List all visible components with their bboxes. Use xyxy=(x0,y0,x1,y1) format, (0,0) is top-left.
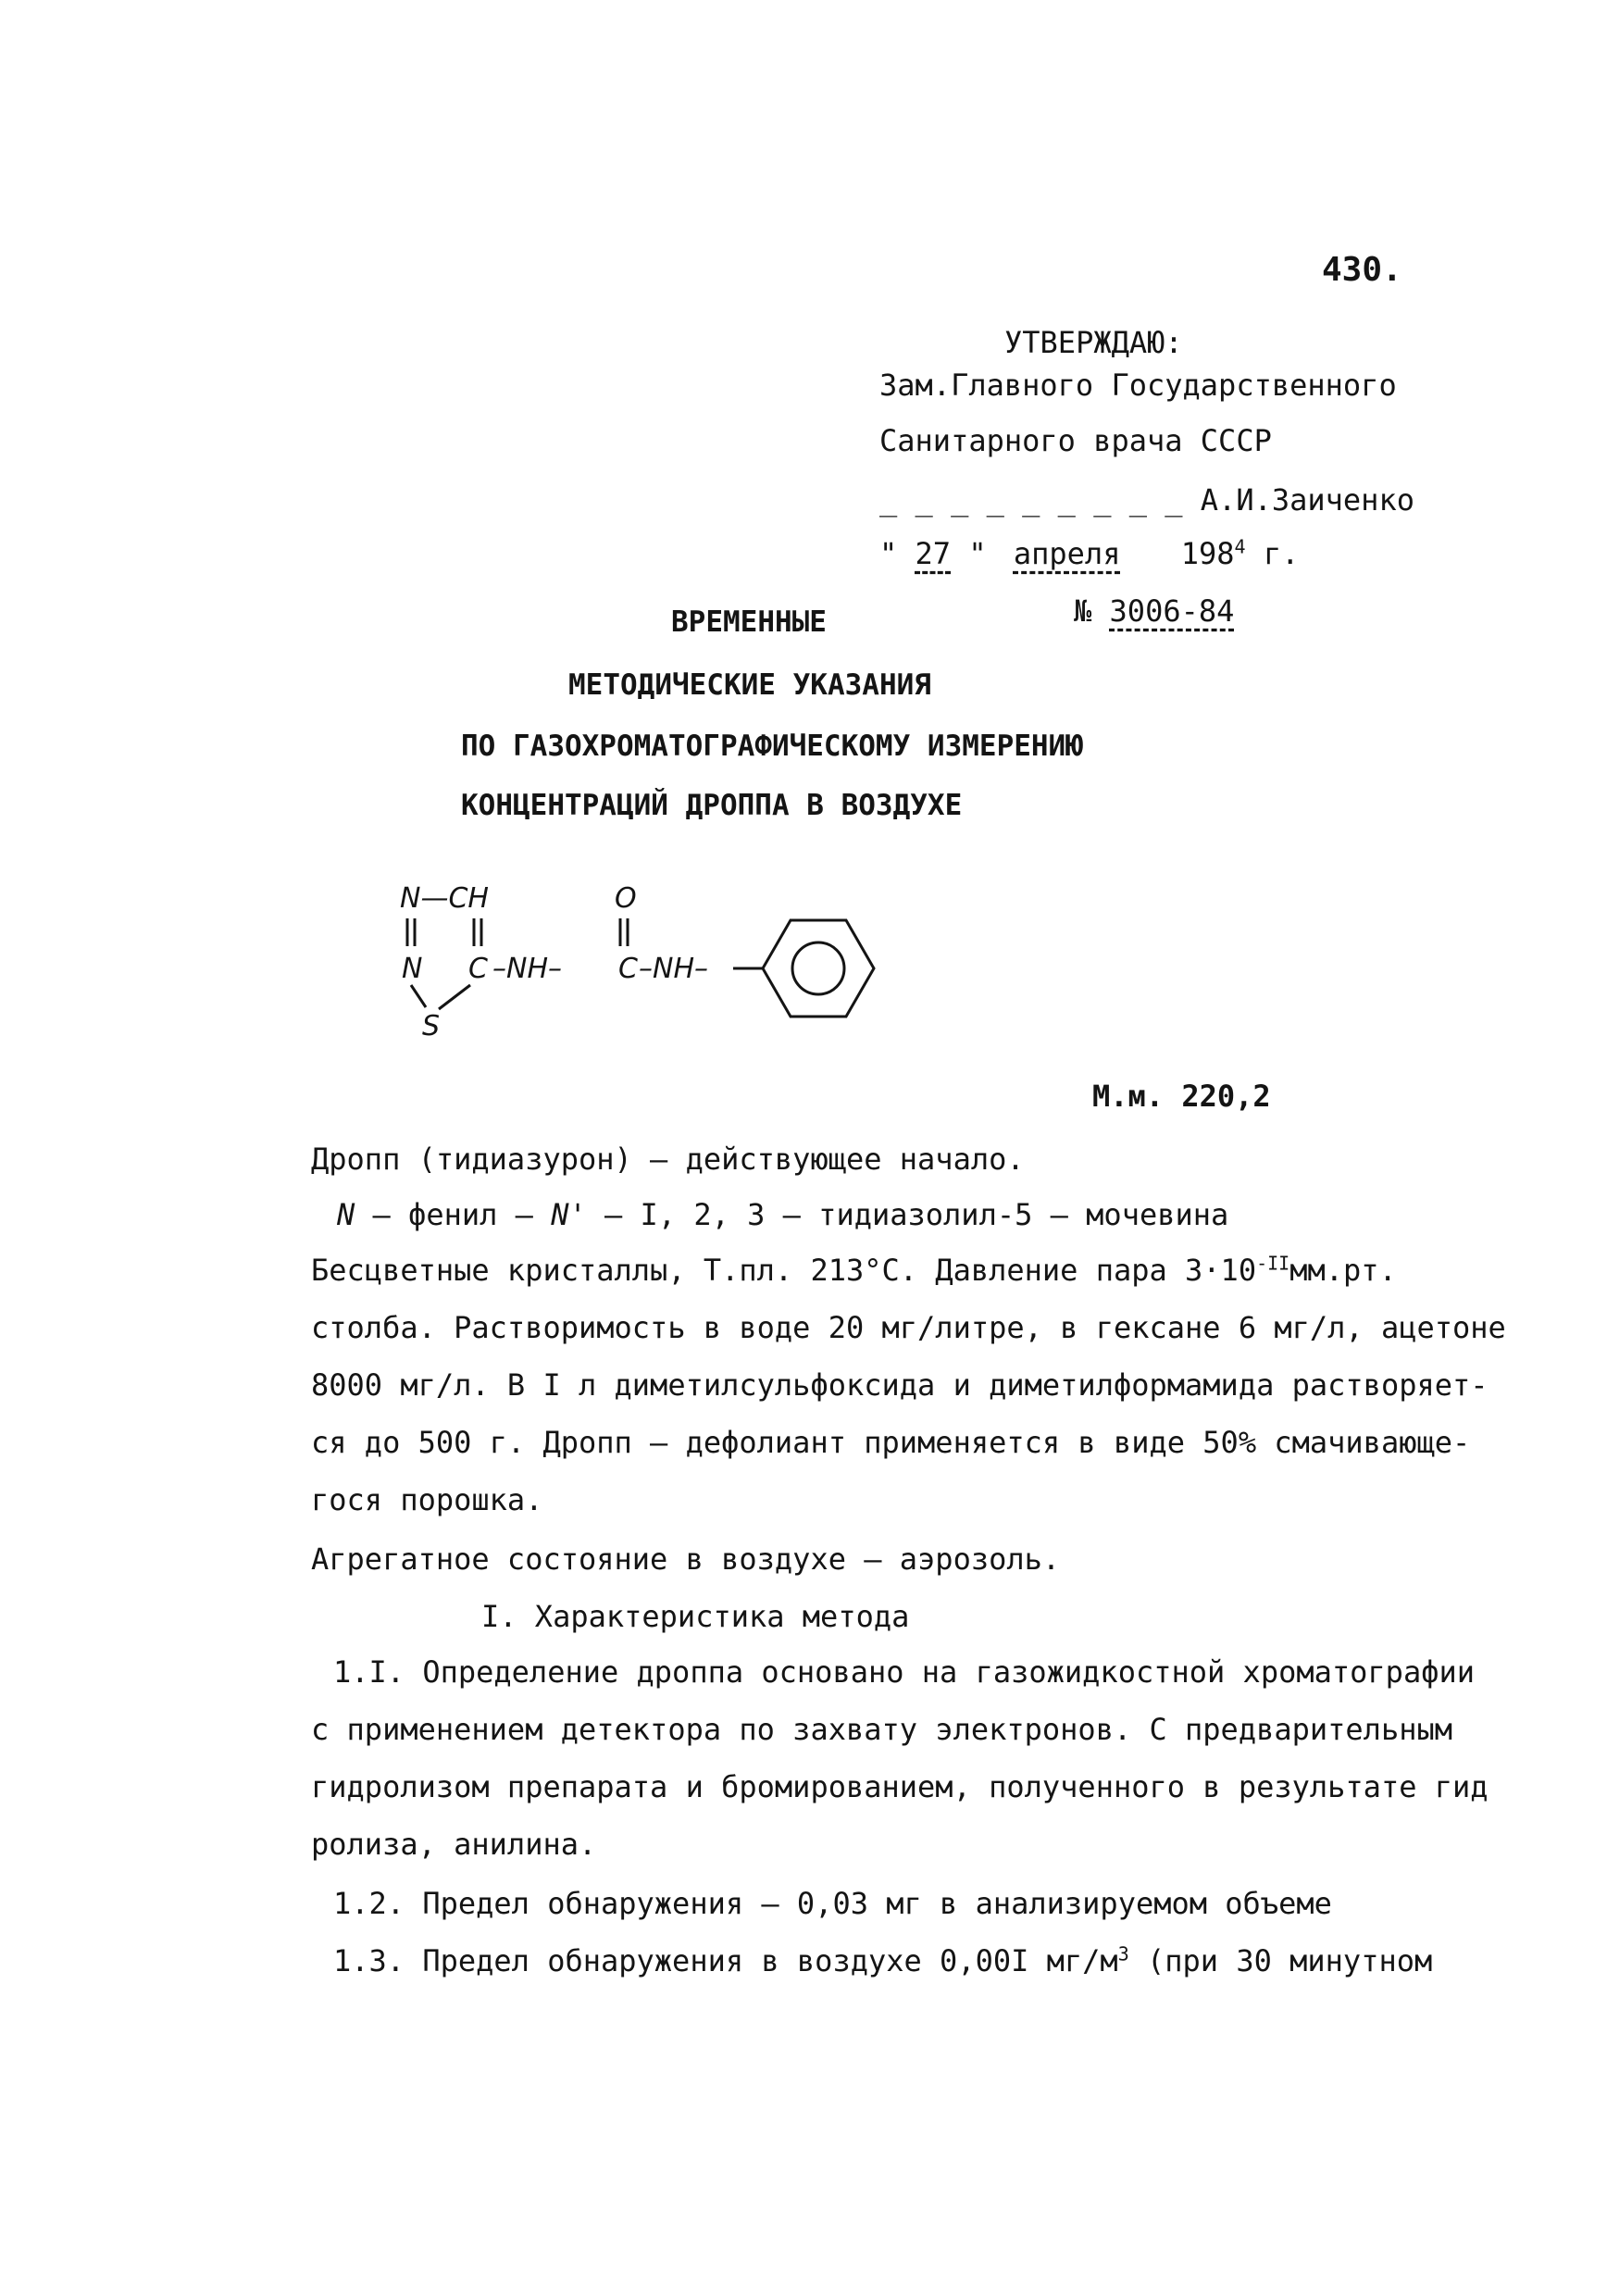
document-number: 3006-84 xyxy=(1109,593,1235,629)
description-line3 xyxy=(311,1252,1397,1289)
title-line1: ВРЕМЕННЫЕ xyxy=(671,605,827,639)
formula-c1: C xyxy=(468,953,488,985)
n-symbol: N xyxy=(337,1197,355,1232)
formula-s: S xyxy=(422,1010,441,1042)
section1-item1-line3: гидролизом препарата и бромированием, полученного в результате гид xyxy=(311,1769,1489,1804)
section1-item3-sup: 3 xyxy=(1117,1942,1129,1965)
molecular-mass: М.м. 220,2 xyxy=(1092,1079,1271,1114)
approval-number xyxy=(1074,593,1234,630)
formula-c2: C xyxy=(618,953,638,985)
approval-date xyxy=(879,535,1299,572)
section1-heading: I. Характеристика метода xyxy=(481,1599,910,1634)
description-line7: гося порошка. xyxy=(311,1482,543,1517)
section1-item2: 1.2. Предел обнаружения – 0,03 мг в анализируемом объеме xyxy=(333,1886,1332,1921)
description-line4: столба. Растворимость в воде 20 мг/литре, в гексане 6 мг/л, ацетоне xyxy=(311,1310,1506,1345)
formula-top-o: O xyxy=(615,882,637,915)
description-line8: Агрегатное состояние в воздухе – аэрозоль. xyxy=(311,1541,1061,1577)
structural-formula xyxy=(389,870,907,1055)
formula-top-left: N—CH xyxy=(400,882,489,915)
date-quote-open: " xyxy=(879,536,898,571)
date-day: 27 xyxy=(915,536,952,571)
approval-position-line2: Санитарного врача СССР xyxy=(879,423,1272,458)
date-quote-close: " xyxy=(968,536,987,571)
approval-position-line1: Зам.Главного Государственного xyxy=(879,368,1397,403)
n-prime-symbol: N' xyxy=(551,1197,587,1232)
title-line4: КОНЦЕНТРАЦИЙ ДРОППА В ВОЗДУХЕ xyxy=(461,789,963,822)
section1-item3-a: 1.3. Предел обнаружения в воздухе 0,00I мг/м xyxy=(333,1943,1118,1978)
bond-n-s xyxy=(411,985,426,1007)
formula-nh1: –NH– xyxy=(492,953,562,985)
signature-name: А.И.Заиченко xyxy=(1200,482,1414,518)
date-year-prefix: 198 xyxy=(1180,536,1235,571)
description-line2 xyxy=(337,1196,1228,1233)
number-sign: № xyxy=(1074,593,1092,629)
page-number: 430. xyxy=(1322,251,1402,289)
benzene-ring xyxy=(763,920,874,1017)
approval-heading: УТВЕРЖДАЮ: xyxy=(1004,325,1183,360)
formula-ring-n: N xyxy=(402,953,423,985)
description-line2-b: – фенил – xyxy=(372,1197,533,1232)
section1-item1-line1: 1.I. Определение дроппа основано на газожидкостной хроматографии xyxy=(333,1654,1475,1690)
approval-signature-line xyxy=(879,481,1414,518)
description-line2-d: – I, 2, 3 – тидиазолил-5 – мочевина xyxy=(604,1197,1229,1232)
formula-nh2: –NH– xyxy=(639,953,708,985)
date-month: апреля xyxy=(1013,536,1121,571)
section1-item1-line4: ролиза, анилина. xyxy=(311,1827,597,1862)
benzene-circle xyxy=(792,942,844,994)
bond-c-s xyxy=(439,985,470,1009)
section1-item3-b: (при 30 минутном xyxy=(1128,1943,1433,1978)
description-line3-a: Бесцветные кристаллы, Т.пл. 213°С. Давление пара 3·10 xyxy=(311,1253,1257,1288)
description-line3-sup: -II xyxy=(1256,1252,1290,1275)
description-line5: 8000 мг/л. В I л диметилсульфоксида и диметилформамида растворяет- xyxy=(311,1367,1489,1403)
description-line3-b: мм.рт. xyxy=(1289,1253,1397,1288)
title-line3: ПО ГАЗОХРОМАТОГРАФИЧЕСКОМУ ИЗМЕРЕНИЮ xyxy=(461,730,1083,763)
date-year-digit: 4 xyxy=(1234,535,1246,558)
title-line2: МЕТОДИЧЕСКИЕ УКАЗАНИЯ xyxy=(568,668,931,702)
description-line1: Дропп (тидиазурон) – действующее начало. xyxy=(311,1142,1025,1177)
section1-item3 xyxy=(333,1942,1432,1979)
description-line6: ся до 500 г. Дропп – дефолиант применяется в виде 50% смачивающе- xyxy=(311,1425,1471,1460)
signature-blank: _ _ _ _ _ _ _ _ _ xyxy=(879,482,1183,518)
date-year-suffix: г. xyxy=(1263,536,1300,571)
section1-item1-line2: с применением детектора по захвату электронов. С предварительным xyxy=(311,1712,1452,1747)
